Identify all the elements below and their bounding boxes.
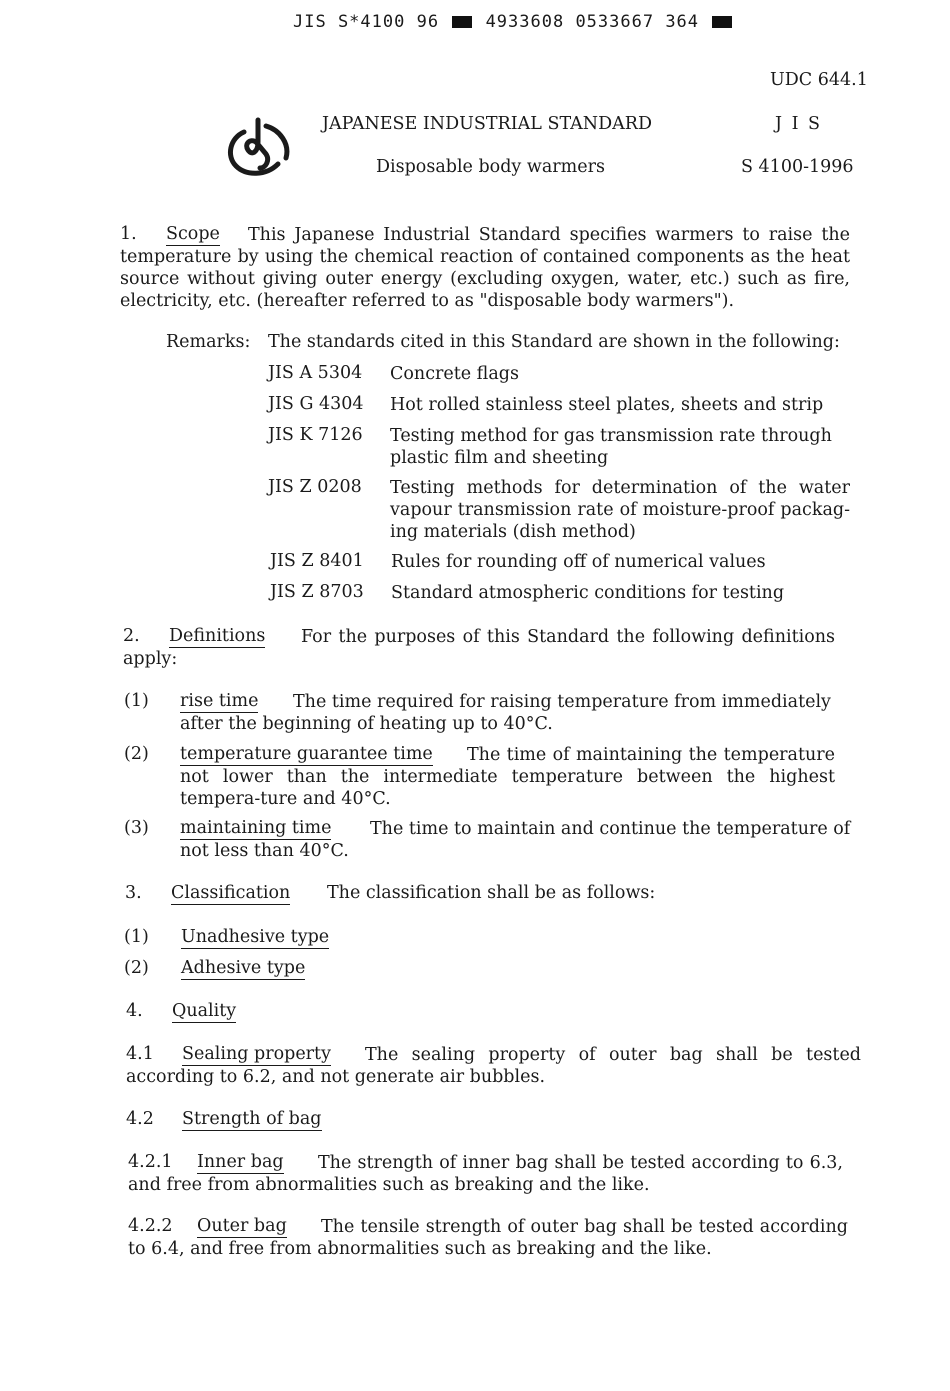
section-4-2-2-text: The tensile strength of outer bag shall be tested according to 6.4, and free from abnormalities such as breaking and the like. <box>128 1217 848 1259</box>
section-4-1-text: The sealing property of outer bag shall be tested according to 6.2, and not generate air bubbles. <box>126 1045 861 1087</box>
section-2-text: For the purposes of this Standard the following definitions apply: <box>123 627 835 669</box>
header-block-mark <box>452 16 472 28</box>
section-4-2-2-number: 4.2.2 <box>128 1216 173 1236</box>
standard-number: S 4100-1996 <box>741 157 854 177</box>
ref-code: JIS Z 8401 <box>270 551 364 571</box>
section-4-2-1-heading: Inner bag <box>197 1152 284 1172</box>
udc-number: UDC 644.1 <box>770 70 868 90</box>
document-header-code <box>293 12 734 32</box>
section-4-1-number: 4.1 <box>126 1044 154 1064</box>
section-3-heading: Classification <box>171 883 291 903</box>
definition-term: rise time <box>180 691 259 711</box>
definition-term: temperature guarantee time <box>180 744 433 764</box>
ref-code: JIS Z 8703 <box>270 582 364 602</box>
ref-title: Rules for rounding off of numerical values <box>391 552 766 572</box>
jis-label: J I S <box>775 114 823 134</box>
classification-number: (1) <box>124 927 149 947</box>
definition-number: (1) <box>124 691 149 711</box>
ref-title: Hot rolled stainless steel plates, sheets and strip <box>390 395 824 415</box>
jis-logo <box>222 112 296 184</box>
section-4-1-heading: Sealing property <box>182 1044 331 1064</box>
header-code-a: JIS S*4100 96 <box>293 12 440 32</box>
standard-org-title: JAPANESE INDUSTRIAL STANDARD <box>322 114 652 134</box>
section-4-number: 4. <box>126 1001 143 1021</box>
definition-text: The time required for raising temperature from immediately after the beginning of heating up to 40°C. <box>180 692 831 734</box>
section-4-2-2-heading: Outer bag <box>197 1216 287 1236</box>
section-4-2-heading: Strength of bag <box>182 1109 322 1129</box>
definition-number: (2) <box>124 744 149 764</box>
classification-item: Unadhesive type <box>181 927 330 947</box>
ref-title: Standard atmospheric conditions for testing <box>391 583 785 603</box>
section-1-text: This Japanese Industrial Standard specifies warmers to raise the temperature by using the chemical reaction of contained components as the heat source without giving outer energy (excluding oxygen, water, etc.) such as fire, electricity, etc. (hereafter referred to as "disposable body warmers"). <box>120 225 850 311</box>
definition-number: (3) <box>124 818 149 838</box>
ref-code: JIS G 4304 <box>268 394 364 414</box>
section-3-text: The classification shall be as follows: <box>327 883 656 903</box>
remarks-text: The standards cited in this Standard are shown in the following: <box>268 332 840 352</box>
section-3-number: 3. <box>125 883 142 903</box>
definition-term: maintaining time <box>180 818 332 838</box>
section-4-2-number: 4.2 <box>126 1109 154 1129</box>
definition-text: The time of maintaining the temperature not lower than the intermediate temperature between the highest tempera-ture and 40°C. <box>180 745 835 809</box>
header-block-mark <box>712 16 732 28</box>
section-4-heading: Quality <box>172 1001 237 1021</box>
remarks-label: Remarks: <box>166 332 251 352</box>
classification-item: Adhesive type <box>181 958 306 978</box>
ref-title: Testing methods for determination of the water vapour transmission rate of moisture-proof packag-ing materials (dish method) <box>390 478 850 542</box>
ref-code: JIS K 7126 <box>268 425 363 445</box>
ref-code: JIS A 5304 <box>268 363 363 383</box>
classification-number: (2) <box>124 958 149 978</box>
ref-title: Testing method for gas transmission rate through plastic film and sheeting <box>390 426 832 468</box>
definition-text: The time to maintain and continue the temperature of not less than 40°C. <box>180 819 851 861</box>
header-code-b: 4933608 0533667 364 <box>485 12 700 32</box>
section-2-heading: Definitions <box>169 626 266 646</box>
ref-title: Concrete flags <box>390 364 519 384</box>
section-4-2-1-text: The strength of inner bag shall be tested according to 6.3, and free from abnormalities such as breaking and the like. <box>128 1153 843 1195</box>
section-1-number: 1. <box>120 224 137 244</box>
standard-subject: Disposable body warmers <box>376 157 605 177</box>
ref-code: JIS Z 0208 <box>268 477 362 497</box>
section-2-number: 2. <box>123 626 140 646</box>
section-4-2-1-number: 4.2.1 <box>128 1152 173 1172</box>
jis-logo-icon <box>222 112 296 184</box>
section-1-heading: Scope <box>166 224 220 244</box>
